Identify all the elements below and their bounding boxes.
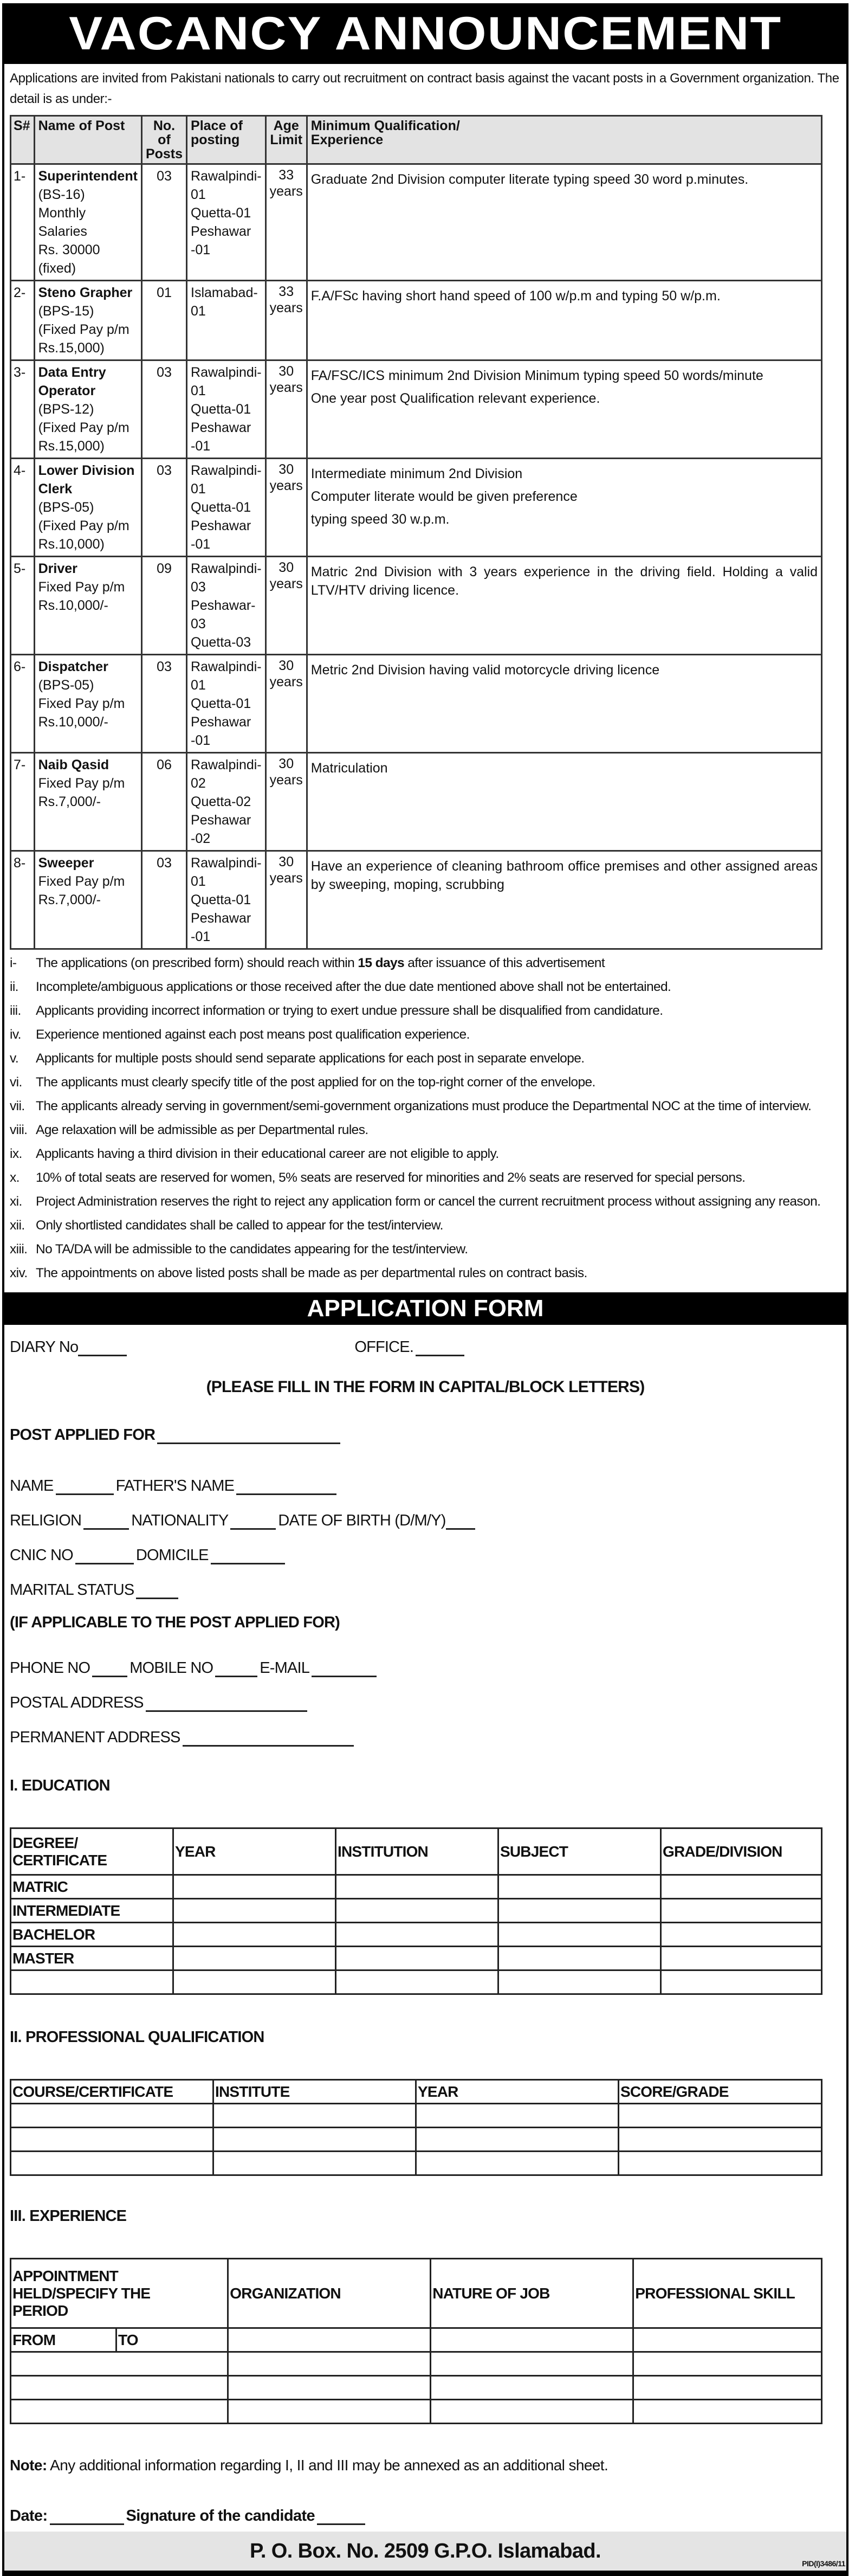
col-place: Place of posting <box>187 116 266 164</box>
table-row <box>11 360 822 459</box>
sn-cell: 2- <box>11 281 35 360</box>
col-appointment: APPOINTMENT HELD/SPECIFY THE PERIOD <box>11 2259 228 2328</box>
no-posts-cell: 03 <box>141 360 186 459</box>
cell[interactable] <box>213 2128 416 2152</box>
cell[interactable] <box>336 1923 498 1947</box>
note-number: v. <box>10 1051 19 1066</box>
cell[interactable] <box>11 2152 213 2175</box>
note-number: vi. <box>10 1075 22 1090</box>
table-row <box>11 164 822 281</box>
qualification-cell: F.A/FSc having short hand speed of 100 w/p.m and typing 50 w/p.m. <box>307 281 821 360</box>
permanent-address-label: PERMANENT ADDRESS <box>10 1729 180 1746</box>
degree-label <box>11 1970 173 1994</box>
list-item <box>10 1121 841 1139</box>
col-prof-year: YEAR <box>416 2080 619 2104</box>
note-number: viii. <box>10 1123 28 1137</box>
cell[interactable] <box>431 2376 633 2400</box>
sn-cell: 3- <box>11 360 35 459</box>
note-text: No TA/DA will be admissible to the candidates appearing for the test/interview. <box>36 1242 468 1257</box>
nationality-label: NATIONALITY <box>131 1512 229 1529</box>
cell[interactable] <box>498 1899 661 1923</box>
office-label: OFFICE. <box>354 1338 414 1356</box>
place-cell: Rawalpindi-02 Quetta-02 Peshawar -02 <box>187 753 266 851</box>
education-table <box>10 1827 822 1995</box>
post-applied-label: POST APPLIED FOR <box>10 1426 156 1444</box>
cell[interactable] <box>173 1947 336 1970</box>
professional-row <box>11 2152 822 2175</box>
professional-table <box>10 2079 822 2176</box>
marital-status-field[interactable] <box>136 1584 178 1599</box>
experience-section-title: III. EXPERIENCE <box>10 2207 127 2225</box>
footer-address: P. O. Box. No. 2509 G.P.O. Islamabad. PID(I)3486/11 <box>4 2532 846 2571</box>
cell[interactable] <box>416 2128 619 2152</box>
professional-row <box>11 2104 822 2128</box>
nationality-field[interactable] <box>230 1515 276 1530</box>
experience-row <box>11 2352 822 2376</box>
table-row <box>11 459 822 557</box>
note-text: The applicants already serving in government/semi-government organizations must produce the Departmental NOC at the time of interview. <box>36 1099 812 1113</box>
note-number: ii. <box>10 980 18 994</box>
dob-field[interactable] <box>446 1515 475 1530</box>
cell[interactable] <box>11 2104 213 2128</box>
email-label: E-MAIL <box>260 1659 310 1677</box>
cell[interactable] <box>498 1923 661 1947</box>
place-cell: Rawalpindi-01 Quetta-01 Peshawar -01 <box>187 164 266 281</box>
degree-label: INTERMEDIATE <box>11 1899 173 1923</box>
note-text: Experience mentioned against each post means post qualification experience. <box>36 1027 470 1042</box>
note-number: xiii. <box>10 1242 28 1257</box>
col-course: COURSE/CERTIFICATE <box>11 2080 213 2104</box>
sn-cell: 6- <box>11 655 35 753</box>
note-text: Applicants for multiple posts should send separate applications for each post in separate envelope. <box>36 1051 585 1066</box>
cell[interactable] <box>11 2352 228 2376</box>
note-number: xi. <box>10 1194 22 1209</box>
professional-row <box>11 2128 822 2152</box>
degree-label: MASTER <box>11 1947 173 1970</box>
post-name-cell: Superintendent (BS-16) Monthly Salaries Rs. 30000 (fixed) <box>34 164 141 281</box>
note-text: Incomplete/ambiguous applications or those received after the due date mentioned above shall not be entertained. <box>36 980 671 994</box>
post-name-cell: Dispatcher (BPS-05) Fixed Pay p/m Rs.10,000/- <box>34 655 141 753</box>
post-name-cell: Lower Division Clerk (BPS-05) (Fixed Pay p/m Rs.10,000) <box>34 459 141 557</box>
list-item <box>10 1145 841 1163</box>
experience-row <box>11 2376 822 2400</box>
domicile-label: DOMICILE <box>135 1547 209 1564</box>
note-number: iii. <box>10 1003 21 1018</box>
postal-address-label: POSTAL ADDRESS <box>10 1694 144 1711</box>
annex-note: Note: Any additional information regarding I, II and III may be annexed as an additional sheet. <box>10 2457 608 2474</box>
cell[interactable] <box>498 1947 661 1970</box>
age-cell: 30 years <box>265 655 307 753</box>
vacancy-advertisement <box>2 3 848 2576</box>
list-item <box>10 1026 841 1044</box>
name-field[interactable] <box>56 1480 114 1495</box>
cell[interactable] <box>431 2352 633 2376</box>
list-item <box>10 954 841 973</box>
to-label: TO <box>116 2328 228 2352</box>
note-number: ix. <box>10 1147 22 1161</box>
fathers-name-field[interactable] <box>236 1480 336 1495</box>
qualification-cell: Matric 2nd Division with 3 years experience in the driving field. Holding a valid LTV/HTV driving licence. <box>307 557 821 655</box>
qualification-cell: Intermediate minimum 2nd Division Computer literate would be given preference typing speed 30 w.p.m. <box>307 459 821 557</box>
list-item <box>10 1216 841 1235</box>
cell[interactable] <box>633 2328 822 2352</box>
cell[interactable] <box>619 2152 822 2175</box>
note-number: xii. <box>10 1218 25 1233</box>
cell[interactable] <box>416 2104 619 2128</box>
cell[interactable] <box>661 1875 822 1899</box>
cell[interactable] <box>498 1875 661 1899</box>
cell[interactable] <box>213 2104 416 2128</box>
note-number: vii. <box>10 1099 25 1113</box>
page-title: VACANCY ANNOUNCEMENT <box>4 3 846 64</box>
cell[interactable] <box>11 2128 213 2152</box>
terms-list <box>4 950 846 1290</box>
table-row <box>11 851 822 949</box>
permanent-address-field[interactable] <box>183 1731 354 1747</box>
table-row <box>11 753 822 851</box>
age-cell: 33 years <box>265 281 307 360</box>
cell[interactable] <box>228 2400 431 2424</box>
note-text: Applicants providing incorrect information or trying to exert undue pressure shall be disqualified from candidature. <box>36 1003 663 1018</box>
no-posts-cell: 03 <box>141 459 186 557</box>
experience-row <box>11 2400 822 2424</box>
dob-label: DATE OF BIRTH (D/M/Y) <box>278 1512 446 1529</box>
no-posts-cell: 03 <box>141 164 186 281</box>
cell[interactable] <box>173 1970 336 1994</box>
place-cell: Rawalpindi-01 Quetta-01 Peshawar -01 <box>187 655 266 753</box>
cell[interactable] <box>661 1947 822 1970</box>
col-score: SCORE/GRADE <box>619 2080 822 2104</box>
form-instruction: (PLEASE FILL IN THE FORM IN CAPITAL/BLOCK LETTERS) <box>206 1378 645 1396</box>
posts-table-header <box>11 116 822 164</box>
note-number: x. <box>10 1170 20 1185</box>
note-text: Applicants having a third division in their educational career are not eligible to apply. <box>36 1147 499 1161</box>
cell[interactable] <box>173 1899 336 1923</box>
place-cell: Islamabad-01 <box>187 281 266 360</box>
cell[interactable] <box>619 2104 822 2128</box>
col-nature: NATURE OF JOB <box>431 2259 633 2328</box>
professional-section-title: II. PROFESSIONAL QUALIFICATION <box>10 2028 264 2046</box>
place-cell: Rawalpindi-01 Quetta-01 Peshawar -01 <box>187 360 266 459</box>
cell[interactable] <box>11 2400 228 2424</box>
education-row <box>11 1923 822 1947</box>
col-grade: GRADE/DIVISION <box>661 1828 822 1875</box>
age-cell: 30 years <box>265 753 307 851</box>
office-field[interactable] <box>416 1341 464 1356</box>
domicile-field[interactable] <box>211 1549 285 1564</box>
degree-label: BACHELOR <box>11 1923 173 1947</box>
posts-table <box>10 115 822 950</box>
qualification-cell: FA/FSC/ICS minimum 2nd Division Minimum typing speed 50 words/minute One year post Qualification relevant experience. <box>307 360 821 459</box>
posts-table-body <box>11 164 822 949</box>
no-posts-cell: 06 <box>141 753 186 851</box>
email-field[interactable] <box>312 1662 377 1677</box>
note-text: The appointments on above listed posts shall be made as per departmental rules on contract basis. <box>36 1266 587 1280</box>
degree-label: MATRIC <box>11 1875 173 1899</box>
col-year: YEAR <box>173 1828 336 1875</box>
sn-cell: 5- <box>11 557 35 655</box>
table-row <box>11 557 822 655</box>
list-item <box>10 1049 841 1068</box>
age-cell: 30 years <box>265 459 307 557</box>
sn-cell: 1- <box>11 164 35 281</box>
cell[interactable] <box>336 1875 498 1899</box>
table-row <box>11 281 822 360</box>
qualification-cell: Metric 2nd Division having valid motorcycle driving licence <box>307 655 821 753</box>
cell[interactable] <box>213 2152 416 2175</box>
post-name-cell: Naib Qasid Fixed Pay p/m Rs.7,000/- <box>34 753 141 851</box>
fathers-name-label: FATHER'S NAME <box>115 1477 235 1495</box>
post-name: Sweeper <box>38 855 94 871</box>
cell[interactable] <box>228 2376 431 2400</box>
note-number: xiv. <box>10 1266 28 1280</box>
cell[interactable] <box>416 2152 619 2175</box>
no-posts-cell: 09 <box>141 557 186 655</box>
list-item <box>10 1193 841 1211</box>
cell[interactable] <box>431 2400 633 2424</box>
col-age: Age Limit <box>265 116 307 164</box>
post-name: Naib Qasid <box>38 757 109 772</box>
age-cell: 33 years <box>265 164 307 281</box>
note-text: The applications (on prescribed form) should reach within 15 days after issuance of this advertisement <box>36 956 605 970</box>
col-sn: S# <box>11 116 35 164</box>
list-item <box>10 978 841 996</box>
list-item <box>10 1097 841 1116</box>
marital-status-label: MARITAL STATUS <box>10 1581 134 1599</box>
post-name: Dispatcher <box>38 659 108 674</box>
cnic-label: CNIC NO <box>10 1547 73 1564</box>
table-row <box>11 655 822 753</box>
education-row <box>11 1970 822 1994</box>
list-item <box>10 1073 841 1092</box>
age-cell: 30 years <box>265 851 307 949</box>
col-qualification: Minimum Qualification/ Experience <box>307 116 821 164</box>
signature-field[interactable] <box>317 2510 365 2525</box>
cell[interactable] <box>661 1970 822 1994</box>
professional-header-row <box>11 2080 822 2104</box>
cell[interactable] <box>228 2328 431 2352</box>
col-no-posts: No. of Posts <box>141 116 186 164</box>
signature-label: Signature of the candidate <box>126 2507 315 2525</box>
phone-field[interactable] <box>92 1662 127 1677</box>
post-name-cell: Sweeper Fixed Pay p/m Rs.7,000/- <box>34 851 141 949</box>
cell[interactable] <box>431 2328 633 2352</box>
religion-label: RELIGION <box>10 1512 82 1529</box>
col-subject: SUBJECT <box>498 1828 661 1875</box>
place-cell: Rawalpindi-01 Quetta-01 Peshawar -01 <box>187 459 266 557</box>
age-cell: 30 years <box>265 557 307 655</box>
phone-label: PHONE NO <box>10 1659 90 1677</box>
cell[interactable] <box>661 1923 822 1947</box>
note-number: iv. <box>10 1027 21 1042</box>
note-text: Only shortlisted candidates shall be called to appear for the test/interview. <box>36 1218 443 1233</box>
list-item <box>10 1169 841 1187</box>
date-field[interactable] <box>50 2510 124 2525</box>
form-title: APPLICATION FORM <box>4 1292 846 1325</box>
col-institute: INSTITUTE <box>213 2080 416 2104</box>
note-text: 10% of total seats are reserved for women, 5% seats are reserved for minorities and 2% seats are reserved for special persons. <box>36 1170 746 1185</box>
qualification-cell: Graduate 2nd Division computer literate typing speed 30 word p.minutes. <box>307 164 821 281</box>
education-section-title: I. EDUCATION <box>10 1777 110 1794</box>
sn-cell: 4- <box>11 459 35 557</box>
diary-no-field[interactable] <box>78 1341 127 1356</box>
cell[interactable] <box>228 2352 431 2376</box>
intro-paragraph: Applications are invited from Pakistani nationals to carry out recruitment on contract basis against the vacant posts in a Government organization. The detail is as under:- <box>10 71 839 106</box>
cell[interactable] <box>498 1970 661 1994</box>
list-item <box>10 1002 841 1020</box>
cell[interactable] <box>11 2376 228 2400</box>
education-header-row <box>11 1828 822 1875</box>
signature-row <box>10 2500 841 2525</box>
no-posts-cell: 03 <box>141 655 186 753</box>
cell[interactable] <box>619 2128 822 2152</box>
cell[interactable] <box>633 2352 822 2376</box>
sn-cell: 7- <box>11 753 35 851</box>
cell[interactable] <box>661 1899 822 1923</box>
place-cell: Rawalpindi-03 Peshawar-03 Quetta-03 <box>187 557 266 655</box>
place-cell: Rawalpindi-01 Quetta-01 Peshawar -01 <box>187 851 266 949</box>
cell[interactable] <box>336 1899 498 1923</box>
experience-period-row <box>11 2328 822 2352</box>
note-number: i- <box>10 956 17 970</box>
sn-cell: 8- <box>11 851 35 949</box>
cnic-field[interactable] <box>75 1549 134 1564</box>
experience-header-row <box>11 2259 822 2328</box>
from-label: FROM <box>11 2328 116 2352</box>
col-organization: ORGANIZATION <box>228 2259 431 2328</box>
education-row <box>11 1947 822 1970</box>
no-posts-cell: 03 <box>141 851 186 949</box>
age-cell: 30 years <box>265 360 307 459</box>
post-name: Superintendent <box>38 169 138 184</box>
postal-address-field[interactable] <box>146 1697 307 1712</box>
note-text: Age relaxation will be admissible as per Departmental rules. <box>36 1123 368 1137</box>
post-name: Data Entry Operator <box>38 365 106 398</box>
post-name: Steno Grapher <box>38 285 133 300</box>
qualification-cell: Have an experience of cleaning bathroom office premises and other assigned areas by sweeping, moping, scrubbing <box>307 851 821 949</box>
name-label: NAME <box>10 1477 54 1495</box>
cell[interactable] <box>336 1947 498 1970</box>
application-form <box>4 1325 846 2525</box>
cell[interactable] <box>633 2376 822 2400</box>
list-item <box>10 1240 841 1259</box>
experience-table <box>10 2258 822 2424</box>
col-name: Name of Post <box>34 116 141 164</box>
cell[interactable] <box>173 1923 336 1947</box>
col-degree: DEGREE/ CERTIFICATE <box>11 1828 173 1875</box>
post-name: Driver <box>38 561 77 576</box>
mobile-label: MOBILE NO <box>129 1659 213 1677</box>
list-item <box>10 1264 841 1283</box>
post-name-cell: Driver Fixed Pay p/m Rs.10,000/- <box>34 557 141 655</box>
post-name: Lower Division Clerk <box>38 463 135 497</box>
education-row <box>11 1875 822 1899</box>
col-skill: PROFESSIONAL SKILL <box>633 2259 822 2328</box>
diary-no-label: DIARY No <box>10 1338 79 1356</box>
mobile-field[interactable] <box>215 1662 257 1677</box>
no-posts-cell: 01 <box>141 281 186 360</box>
cell[interactable] <box>336 1970 498 1994</box>
post-name-cell: Data Entry Operator (BPS-12) (Fixed Pay p/m Rs.15,000) <box>34 360 141 459</box>
cell[interactable] <box>173 1875 336 1899</box>
note-text: The applicants must clearly specify title of the post applied for on the top-right corner of the envelope. <box>36 1075 595 1090</box>
note-text: Project Administration reserves the right to reject any application form or cancel the current recruitment process without assigning any reason. <box>36 1194 821 1209</box>
cell[interactable] <box>633 2400 822 2424</box>
education-row <box>11 1899 822 1923</box>
pid-code: PID(I)3486/11 <box>802 2559 845 2568</box>
col-institution: INSTITUTION <box>336 1828 498 1875</box>
post-name-cell: Steno Grapher (BPS-15) (Fixed Pay p/m Rs.15,000) <box>34 281 141 360</box>
date-label: Date: <box>10 2507 48 2525</box>
qualification-cell: Matriculation <box>307 753 821 851</box>
post-applied-field[interactable] <box>157 1429 340 1444</box>
religion-field[interactable] <box>83 1515 129 1530</box>
applicable-note: (IF APPLICABLE TO THE POST APPLIED FOR) <box>10 1614 340 1631</box>
